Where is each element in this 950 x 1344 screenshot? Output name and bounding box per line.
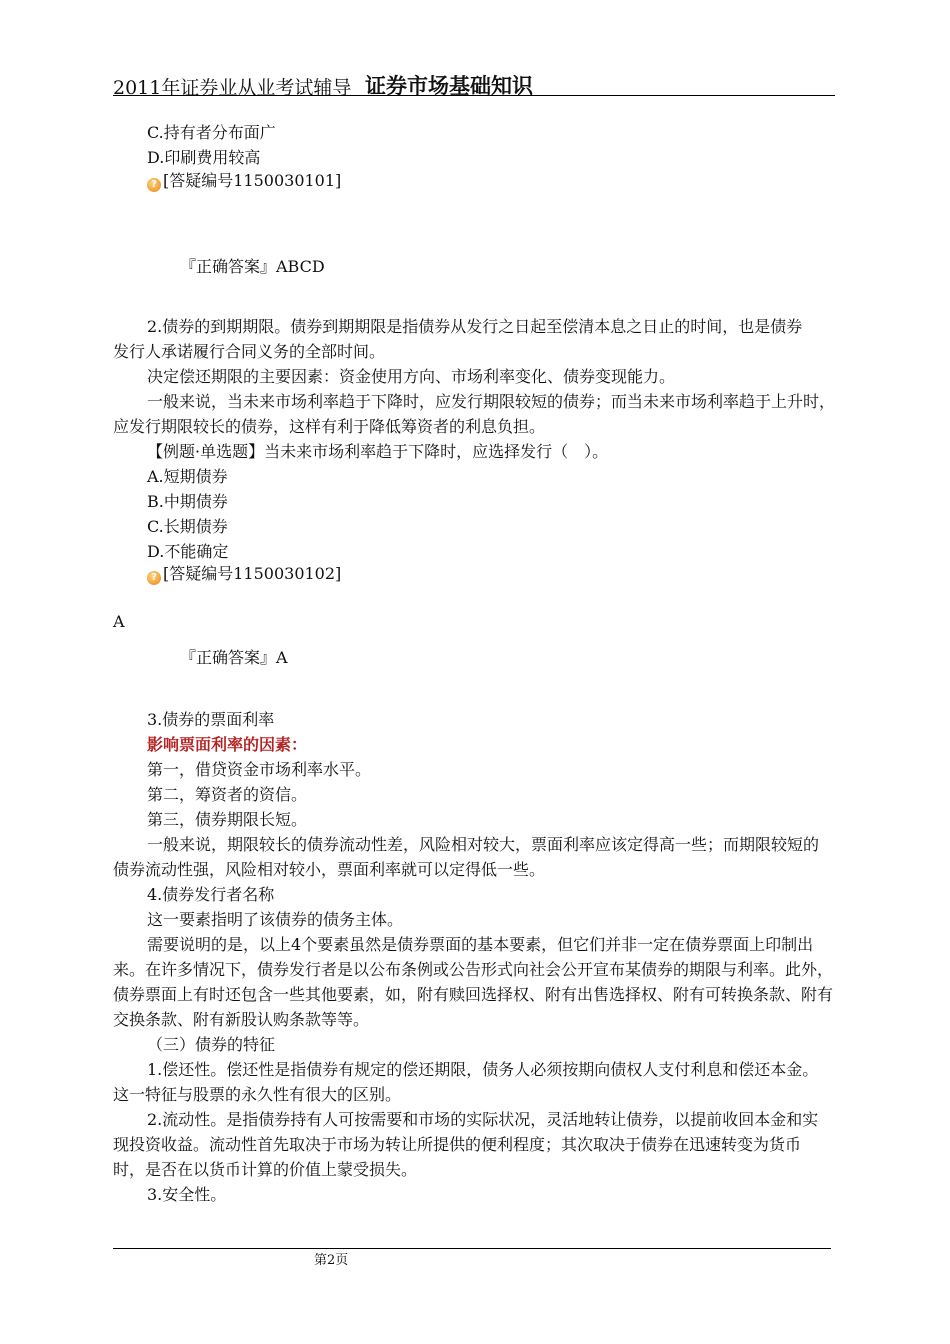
section-title: 3.债券的票面利率	[147, 710, 275, 729]
paragraph-line: 决定偿还期限的主要因素：资金使用方向、市场利率变化、债券变现能力。	[147, 367, 676, 386]
question-mark-icon[interactable]: ?	[147, 178, 161, 192]
factor-item: 第三，债券期限长短。	[147, 810, 308, 829]
paragraph-line: 债券票面上有时还包含一些其他要素，如，附有赎回选择权、附有出售选择权、附有可转换条款、附有	[113, 985, 834, 1004]
paragraph-line: 交换条款、附有新股认购条款等等。	[113, 1010, 370, 1029]
paragraph-line: 需要说明的是，以上4个要素虽然是债券票面的基本要素，但它们并非一定在债券票面上印制出	[147, 935, 814, 954]
example-question: 【例题·单选题】当未来市场利率趋于下降时，应选择发行（ ）。	[147, 442, 609, 461]
section-title: 4.债券发行者名称	[147, 885, 275, 904]
question-mark-icon[interactable]: ?	[147, 571, 161, 585]
paragraph-line: 债券流动性强，风险相对较小，票面利率就可以定得低一些。	[113, 860, 546, 879]
correct-answer-2: 『正确答案』A	[180, 648, 288, 667]
option-a: A.短期债券	[147, 467, 228, 486]
paragraph-line: 1.偿还性。偿还性是指债券有规定的偿还期限，债务人必须按期向债权人支付利息和偿还本金。	[147, 1060, 819, 1079]
stray-answer-letter: A	[113, 612, 125, 631]
paragraph-line: 时，是否在以货币计算的价值上蒙受损失。	[113, 1160, 418, 1179]
paragraph-line: 一般来说，当未来市场利率趋于下降时，应发行期限较短的债券；而当未来市场利率趋于上升时，	[147, 392, 836, 411]
header-course-year: 2011年证券业从业考试辅导	[113, 77, 352, 99]
option-d-1: D.印刷费用较高	[147, 148, 261, 167]
paragraph-line: 应发行期限较长的债券，这样有利于降低筹资者的利息负担。	[113, 417, 546, 436]
page-number: 第2页	[314, 1253, 349, 1268]
paragraph-line: 来。在许多情况下，债券发行者是以公布条例或公告形式向社会公开宣布某债券的期限与利率。此外，	[113, 960, 834, 979]
qa-id-text[interactable]: [答疑编号1150030102]	[163, 564, 342, 583]
highlight-heading: 影响票面利率的因素：	[147, 735, 308, 754]
paragraph-line: 2.债券的到期期限。债券到期期限是指债券从发行之日起至偿清本息之日止的时间，也是债券	[147, 317, 803, 336]
paragraph-line: 这一要素指明了该债券的债务主体。	[147, 910, 404, 929]
header-divider	[113, 95, 835, 96]
option-c-1: C.持有者分布面广	[147, 123, 276, 142]
paragraph-line: 这一特征与股票的永久性有很大的区别。	[113, 1085, 402, 1104]
paragraph-line: 发行人承诺履行合同义务的全部时间。	[113, 342, 386, 361]
qa-id-text[interactable]: [答疑编号1150030101]	[163, 171, 342, 190]
correct-answer-1: 『正确答案』ABCD	[180, 257, 325, 276]
footer-divider	[113, 1248, 831, 1249]
subsection-title: （三）债券的特征	[147, 1035, 276, 1054]
option-b: B.中期债券	[147, 492, 228, 511]
qa-reference-2[interactable]	[147, 563, 341, 585]
option-d: D.不能确定	[147, 542, 229, 561]
factor-item: 第一，借贷资金市场利率水平。	[147, 760, 372, 779]
paragraph-line: 3.安全性。	[147, 1185, 227, 1204]
header-subject-title: 证券市场基础知识	[365, 73, 533, 98]
paragraph-line: 2.流动性。是指债券持有人可按需要和市场的实际状况，灵活地转让债券，以提前收回本金和实	[147, 1110, 819, 1129]
paragraph-line: 现投资收益。流动性首先取决于市场为转让所提供的便利程度；其次取决于债券在迅速转变为货币	[113, 1135, 802, 1154]
paragraph-line: 一般来说，期限较长的债券流动性差，风险相对较大，票面利率应该定得高一些；而期限较短的	[147, 835, 820, 854]
factor-item: 第二，筹资者的资信。	[147, 785, 308, 804]
qa-reference-1[interactable]	[147, 170, 341, 192]
option-c: C.长期债券	[147, 517, 228, 536]
